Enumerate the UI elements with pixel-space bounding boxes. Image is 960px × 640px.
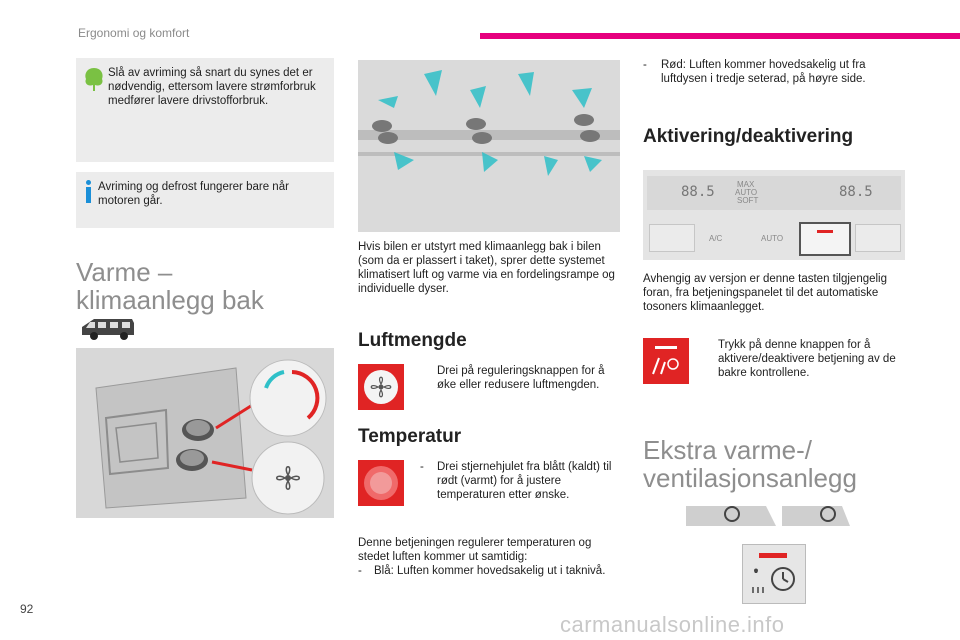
luftmengde-heading: Luftmengde	[358, 330, 467, 351]
temperatur-dash: -	[420, 461, 424, 473]
ekstra-line-1: Ekstra varme-/	[643, 435, 813, 465]
info-icon	[86, 180, 92, 204]
display-soft-label: SOFT	[737, 196, 759, 205]
heated-seat-icon	[686, 502, 776, 528]
tile-led-bar	[655, 346, 677, 349]
luftmengde-text: Drei på reguleringsknappen for å øke eller redusere luftmengden.	[437, 365, 605, 391]
section-header: Ergonomi og komfort	[78, 26, 190, 40]
heated-seat-icon-right	[782, 502, 850, 528]
display-right-temp: 88.5	[839, 184, 873, 200]
display-max-label: MAX	[737, 180, 755, 189]
header-accent-bar	[480, 33, 960, 39]
fan-dial-icon	[358, 364, 404, 410]
rear-control-led	[817, 230, 833, 233]
timer-icon	[749, 563, 799, 597]
rear-defrost-button[interactable]	[649, 224, 695, 252]
climate-panel-photo	[643, 170, 905, 260]
eco-note	[76, 58, 334, 162]
leaf-icon	[82, 66, 106, 92]
fan-dial-tile	[358, 364, 404, 410]
temperature-dial-icon	[358, 460, 404, 506]
van-icon	[80, 315, 136, 341]
aktivering-heading: Aktivering/deaktivering	[643, 126, 854, 147]
title-line-1: Varme –	[76, 257, 173, 287]
red-item-dash: -	[643, 59, 647, 71]
ceiling-vents-photo	[358, 60, 620, 232]
intro-paragraph: Hvis bilen er utstyrt med klimaanlegg bak i bilen (som da er plassert i taket), sprer dette systemet klimatisert luft og varme via en fordelingsrampe og individuelle dyser.	[358, 241, 615, 295]
outro-dash: -	[358, 565, 362, 577]
temperatur-text: Drei stjernehjulet fra blått (kaldt) til rødt (varmt) for å justere temperaturen etter ønske.	[437, 461, 612, 501]
rear-control-button[interactable]	[799, 222, 851, 256]
rear-fan-seat-icon	[649, 354, 683, 378]
panel-display	[647, 176, 901, 210]
temperatur-heading: Temperatur	[358, 426, 462, 447]
info-note	[76, 172, 334, 228]
page-number: 92	[20, 602, 34, 616]
section-title-rear-climate	[76, 258, 326, 314]
aux-heater-led	[759, 553, 787, 558]
eco-note-text: Slå av avriming så snart du synes det er nødvendig, ettersom lavere strømforbruk medfører lavere drivstofforbruk.	[108, 67, 316, 107]
info-note-text: Avriming og defrost fungerer bare når motoren går.	[98, 181, 289, 207]
display-auto-label: AUTO	[735, 188, 758, 197]
ekstra-heading	[643, 436, 905, 492]
title-line-2: klimaanlegg bak	[76, 285, 264, 315]
rear-controls-illustration	[76, 348, 334, 518]
display-left-temp: 88.5	[681, 184, 715, 200]
outro-paragraph: Denne betjeningen regulerer temperaturen og stedet luften kommer ut samtidig:	[358, 537, 592, 563]
ekstra-line-2: ventilasjonsanlegg	[643, 463, 857, 493]
ceiling-vents-illustration	[358, 60, 620, 232]
trykk-text: Trykk på denne knappen for å aktivere/deaktivere betjening av de bakre kontrollene.	[718, 339, 896, 379]
rear-control-button-tile	[643, 338, 689, 384]
auto-button[interactable]: AUTO	[761, 234, 784, 243]
outro-item: Blå: Luften kommer hovedsakelig ut i taknivå.	[374, 565, 606, 577]
temperature-dial-tile	[358, 460, 404, 506]
max-fan-button[interactable]	[855, 224, 901, 252]
avhengig-paragraph: Avhengig av versjon er denne tasten tilgjengelig foran, fra betjeningspanelet til det automatiske tosoners klimaanlegget.	[643, 273, 888, 313]
rear-controls-photo	[76, 348, 334, 518]
red-item-text: Rød: Luften kommer hovedsakelig ut fra luftdysen i tredje seterad, på høyre side.	[661, 59, 866, 85]
footer-watermark: carmanualsonline.info	[560, 612, 785, 637]
ac-button[interactable]: A/C	[709, 234, 723, 243]
aux-heater-switch[interactable]	[742, 544, 806, 604]
